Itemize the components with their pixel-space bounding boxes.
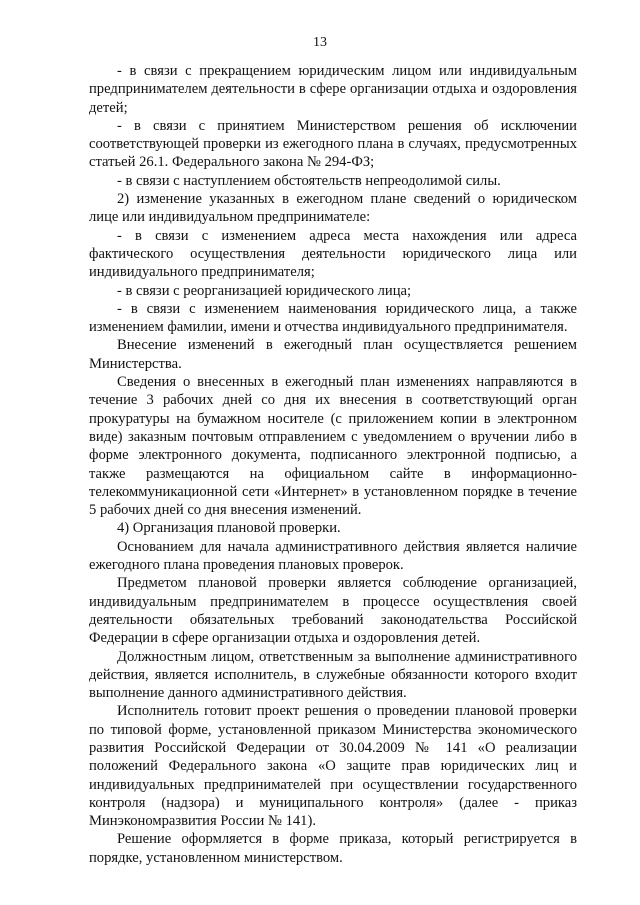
paragraph-change-info: 2) изменение указанных в ежегодном плане сведений о юридическом лице или индивидуальном предпринимателе:	[89, 191, 577, 226]
paragraph-force-majeure: - в связи с наступлением обстоятельств непреодолимой силы.	[117, 172, 501, 189]
page-number: 13	[313, 35, 327, 50]
paragraph-address-change: - в связи с изменением адреса места нахождения или адреса фактического осуществления деятельности юридического лица или индивидуального предпринимателя;	[89, 227, 577, 281]
paragraph-notification: Сведения о внесенных в ежегодный план изменениях направляются в течение 3 рабочих дней со дня их внесения в соответствующий орган прокуратуры на бумажном носителе (с приложением копии в электронном виде) заказным почтовым отправлением с уведомлением о вручении либо в форме электронного документа, подписанного электронной подписью, а также размещаются на официальном сайте в информационно-телекоммуникационной сети «Интернет» в установленном порядке в течение 5 рабочих дней со дня внесения изменений.	[89, 374, 577, 519]
paragraph-name-change: - в связи с изменением наименования юридического лица, а также изменением фамилии, имени и отчества индивидуального предпринимателя.	[89, 300, 577, 336]
paragraph-subject: Предметом плановой проверки является соблюдение организацией, индивидуальным предпринимателем в процессе осуществления своей деятельности обязательных требований законодательства Российской Федерации в сфере организации отдыха и оздоровления детей.	[89, 575, 577, 647]
paragraph-termination: - в связи с прекращением юридическим лицом или индивидуальным предпринимателем деятельности в сфере организации отдыха и оздоровления детей;	[89, 63, 577, 116]
paragraph-reorganization: - в связи с реорганизацией юридического лица;	[117, 282, 412, 299]
paragraph-section-heading: 4) Организация плановой проверки.	[117, 520, 341, 537]
paragraph-ministry-decision: - в связи с принятием Министерством решения об исключении соответствующей проверки из ежегодного плана в случаях, предусмотренных статьей 26.1. Федерального закона № 294-ФЗ;	[89, 117, 577, 171]
paragraph-responsible-official: Должностным лицом, ответственным за выполнение административного действия, является исполнитель, в служебные обязанности которого входит выполнение данного административного действия.	[89, 648, 577, 702]
paragraph-order-registration: Решение оформляется в форме приказа, который регистрируется в порядке, установленном министерством.	[89, 831, 577, 866]
paragraph-plan-amendment: Внесение изменений в ежегодный план осуществляется решением Министерства.	[89, 337, 577, 372]
document-body	[89, 62, 577, 867]
paragraph-draft-decision: Исполнитель готовит проект решения о проведении плановой проверки по типовой форме, установленной приказом Министерства экономического развития Российской Федерации от 30.04.2009 № 141 «О реализации положений Федерального закона «О защите прав юридических лиц и индивидуальных предпринимателей при осуществлении государственного контроля (надзора) и муниципального контроля» (далее - приказ Минэкономразвития России № 141).	[89, 703, 577, 830]
paragraph-basis: Основанием для начала административного действия является наличие ежегодного плана проведения плановых проверок.	[89, 538, 577, 574]
